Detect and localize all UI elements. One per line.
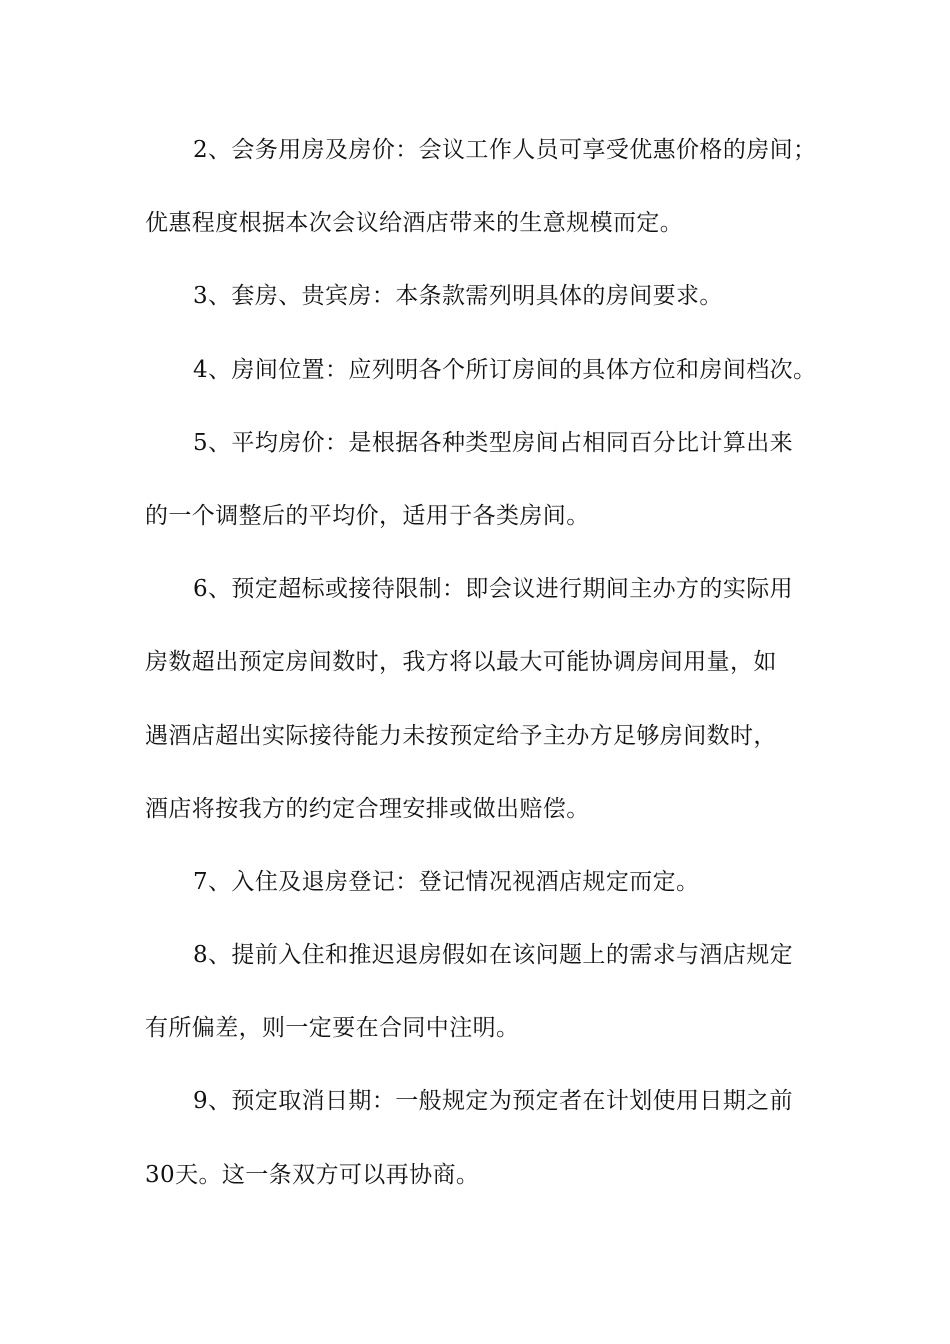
text-line: 房数超出预定房间数时，我方将以最大可能协调房间用量，如 bbox=[145, 649, 777, 676]
text-line: 遇酒店超出实际接待能力未按预定给予主办方足够房间数时， bbox=[145, 722, 777, 749]
text-line: 4、房间位置：应列明各个所订房间的具体方位和房间档次。 bbox=[193, 356, 817, 383]
text-line: 2、会务用房及房价：会议工作人员可享受优惠价格的房间； bbox=[193, 137, 817, 163]
text-line: 的一个调整后的平均价，适用于各类房间。 bbox=[145, 502, 590, 529]
text-line: 7、入住及退房登记：登记情况视酒店规定而定。 bbox=[193, 868, 700, 895]
text-line: 9、预定取消日期：一般规定为预定者在计划使用日期之前 bbox=[193, 1088, 794, 1115]
text-line: 5、平均房价：是根据各种类型房间占相同百分比计算出来 bbox=[193, 429, 794, 456]
text-line: 8、提前入住和推迟退房假如在该问题上的需求与酒店规定 bbox=[193, 942, 794, 969]
text-line: 3、套房、贵宾房：本条款需列明具体的房间要求。 bbox=[193, 283, 723, 310]
text-line: 30天。这一条双方可以再协商。 bbox=[145, 1161, 480, 1188]
text-line: 6、预定超标或接待限制：即会议进行期间主办方的实际用 bbox=[193, 576, 794, 603]
text-line: 酒店将按我方的约定合理安排或做出赔偿。 bbox=[145, 795, 590, 822]
document-body bbox=[145, 132, 815, 1230]
text-line: 优惠程度根据本次会议给酒店带来的生意规模而定。 bbox=[145, 210, 684, 237]
text-line: 有所偏差，则一定要在合同中注明。 bbox=[145, 1015, 520, 1042]
